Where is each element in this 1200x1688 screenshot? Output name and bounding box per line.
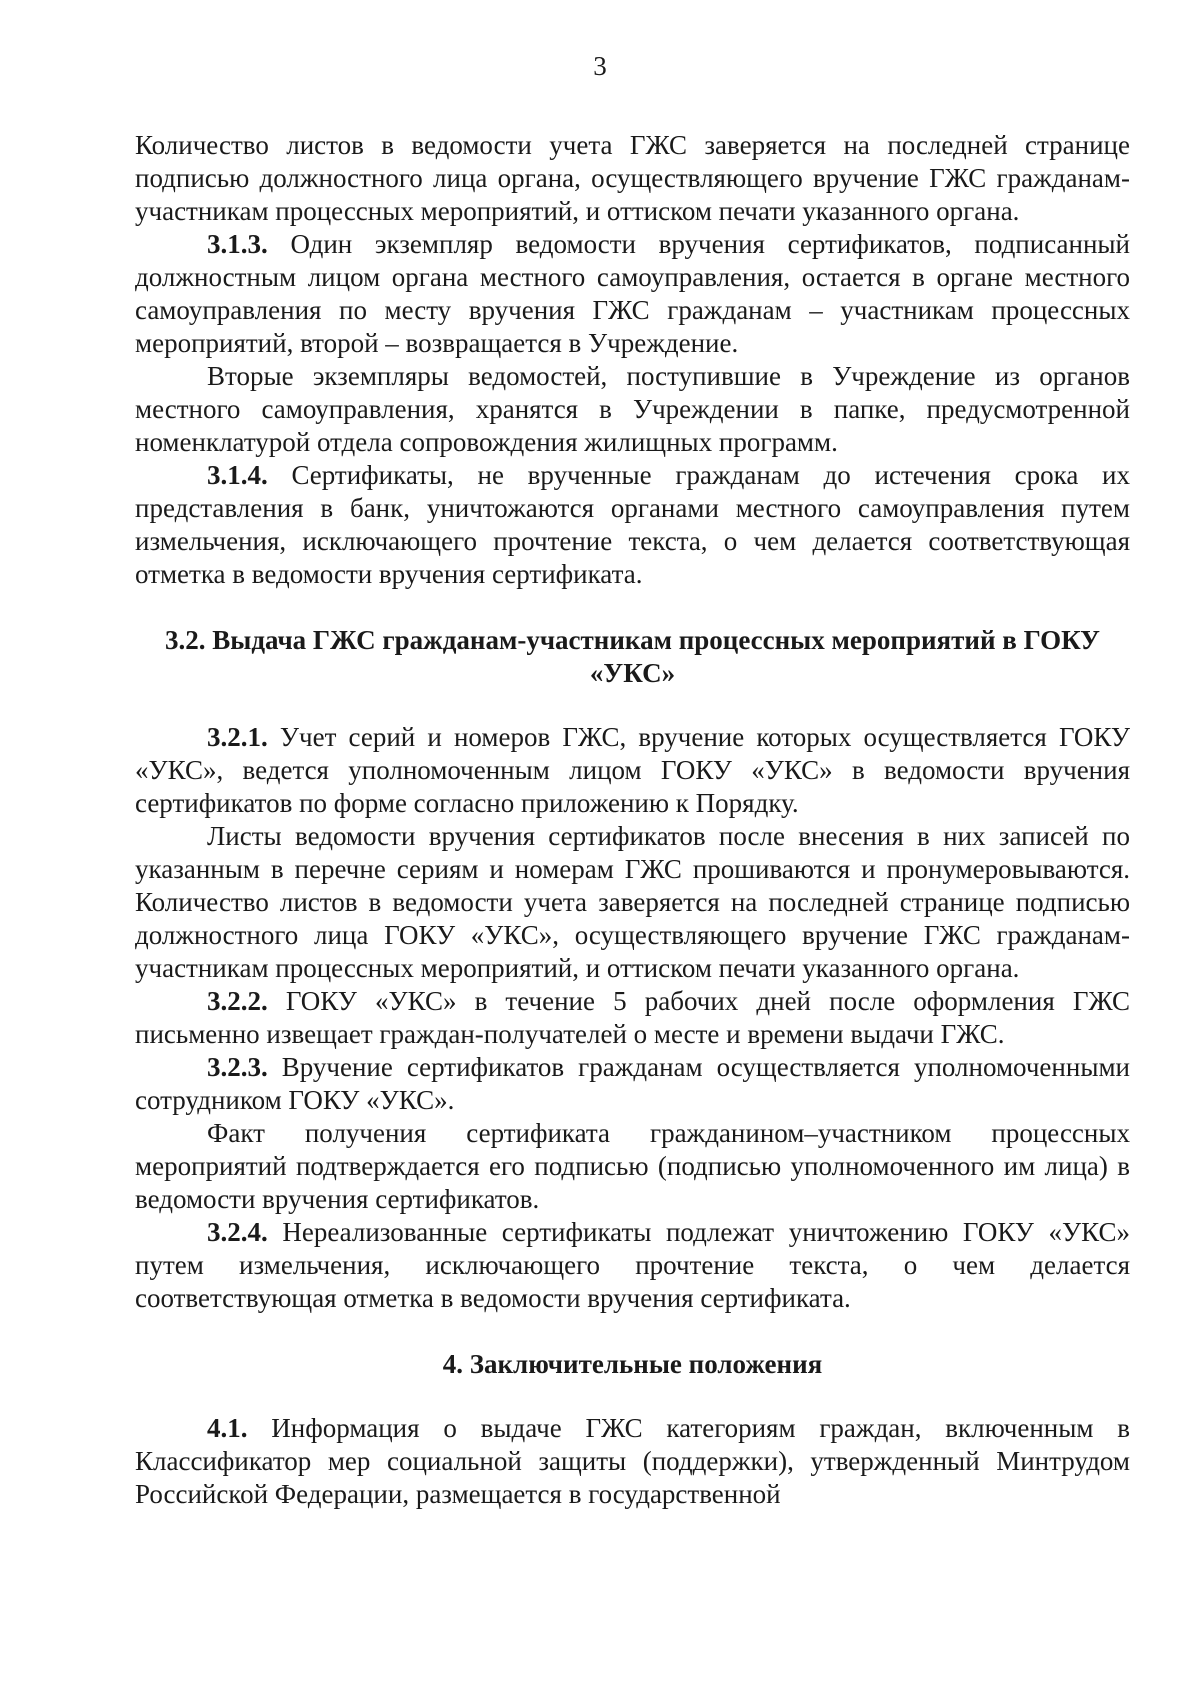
- clause-text: Информация о выдаче ГЖС категориям граждан, включенным в Классификатор мер социальной защиты (поддержки), утвержденный Минтрудом Российской Федерации, размещается в государственной: [135, 1413, 1130, 1509]
- paragraph-sheets: Листы ведомости вручения сертификатов после внесения в них записей по указанным в перечне сериям и номерам ГЖС прошиваются и пронумеровываются. Количество листов в ведомости учета заверяется на последней странице подписью должностного лица ГОКУ «УКС», осуществляющего вручение ГЖС гражданам-участникам процессных мероприятий, и оттиском печати указанного органа.: [135, 821, 1130, 983]
- clause-text: Учет серий и номеров ГЖС, вручение которых осуществляется ГОКУ «УКС», ведется уполномоченным лицом ГОКУ «УКС» в ведомости вручения сертификатов по форме согласно приложению к Порядку.: [135, 722, 1130, 818]
- paragraph-3-1-3: [135, 228, 1130, 360]
- clause-text: ГОКУ «УКС» в течение 5 рабочих дней после оформления ГЖС письменно извещает граждан-получателей о месте и времени выдачи ГЖС.: [135, 986, 1130, 1049]
- paragraph-3-1-2-continuation: Количество листов в ведомости учета ГЖС заверяется на последней странице подписью должностного лица органа, осуществляющего вручение ГЖС гражданам-участникам процессных мероприятий, и оттиском печати указанного органа.: [135, 130, 1130, 226]
- clause-number: 3.2.4.: [207, 1217, 268, 1247]
- paragraph-3-2-4: [135, 1216, 1130, 1315]
- paragraph-3-2-1: [135, 721, 1130, 820]
- clause-text: Сертификаты, не врученные гражданам до истечения срока их представления в банк, уничтожаются органами местного самоуправления путем измельчения, исключающего прочтение текста, о чем делается соответствующая отметка в ведомости вручения сертификата.: [135, 460, 1130, 589]
- page-number: 3: [593, 51, 607, 81]
- clause-text: Вручение сертификатов гражданам осуществляется уполномоченными сотрудником ГОКУ «УКС».: [135, 1052, 1130, 1115]
- clause-number: 4.1.: [207, 1413, 248, 1443]
- section-heading-3-2: 3.2. Выдача ГЖС гражданам-участникам процессных мероприятий в ГОКУ «УКС»: [165, 625, 1100, 688]
- paragraph-3-2-3: [135, 1051, 1130, 1117]
- clause-number: 3.2.1.: [207, 722, 268, 752]
- clause-text: Нереализованные сертификаты подлежат уничтожению ГОКУ «УКС» путем измельчения, исключающего прочтение текста, о чем делается соответствующая отметка в ведомости вручения сертификата.: [135, 1217, 1130, 1313]
- paragraph-3-2-2: [135, 985, 1130, 1051]
- section-heading-4: 4. Заключительные положения: [442, 1349, 823, 1379]
- paragraph-receipt-fact: Факт получения сертификата гражданином–участником процессных мероприятий подтверждается его подписью (подписью уполномоченного им лица) в ведомости вручения сертификатов.: [135, 1118, 1130, 1214]
- paragraph-3-1-4: [135, 459, 1130, 591]
- clause-number: 3.2.2.: [207, 986, 268, 1016]
- paragraph-4-1: [135, 1412, 1130, 1511]
- paragraph-second-copies: Вторые экземпляры ведомостей, поступившие в Учреждение из органов местного самоуправления, хранятся в Учреждении в папке, предусмотренной номенклатурой отдела сопровождения жилищных программ.: [135, 361, 1130, 457]
- clause-number: 3.1.3.: [207, 229, 268, 259]
- document-body: [135, 129, 1130, 1511]
- clause-number: 3.1.4.: [207, 460, 268, 490]
- clause-number: 3.2.3.: [207, 1052, 268, 1082]
- clause-text: Один экземпляр ведомости вручения сертификатов, подписанный должностным лицом органа местного самоуправления, остается в органе местного самоуправления по месту вручения ГЖС гражданам – участникам процессных мероприятий, второй – возвращается в Учреждение.: [135, 229, 1130, 358]
